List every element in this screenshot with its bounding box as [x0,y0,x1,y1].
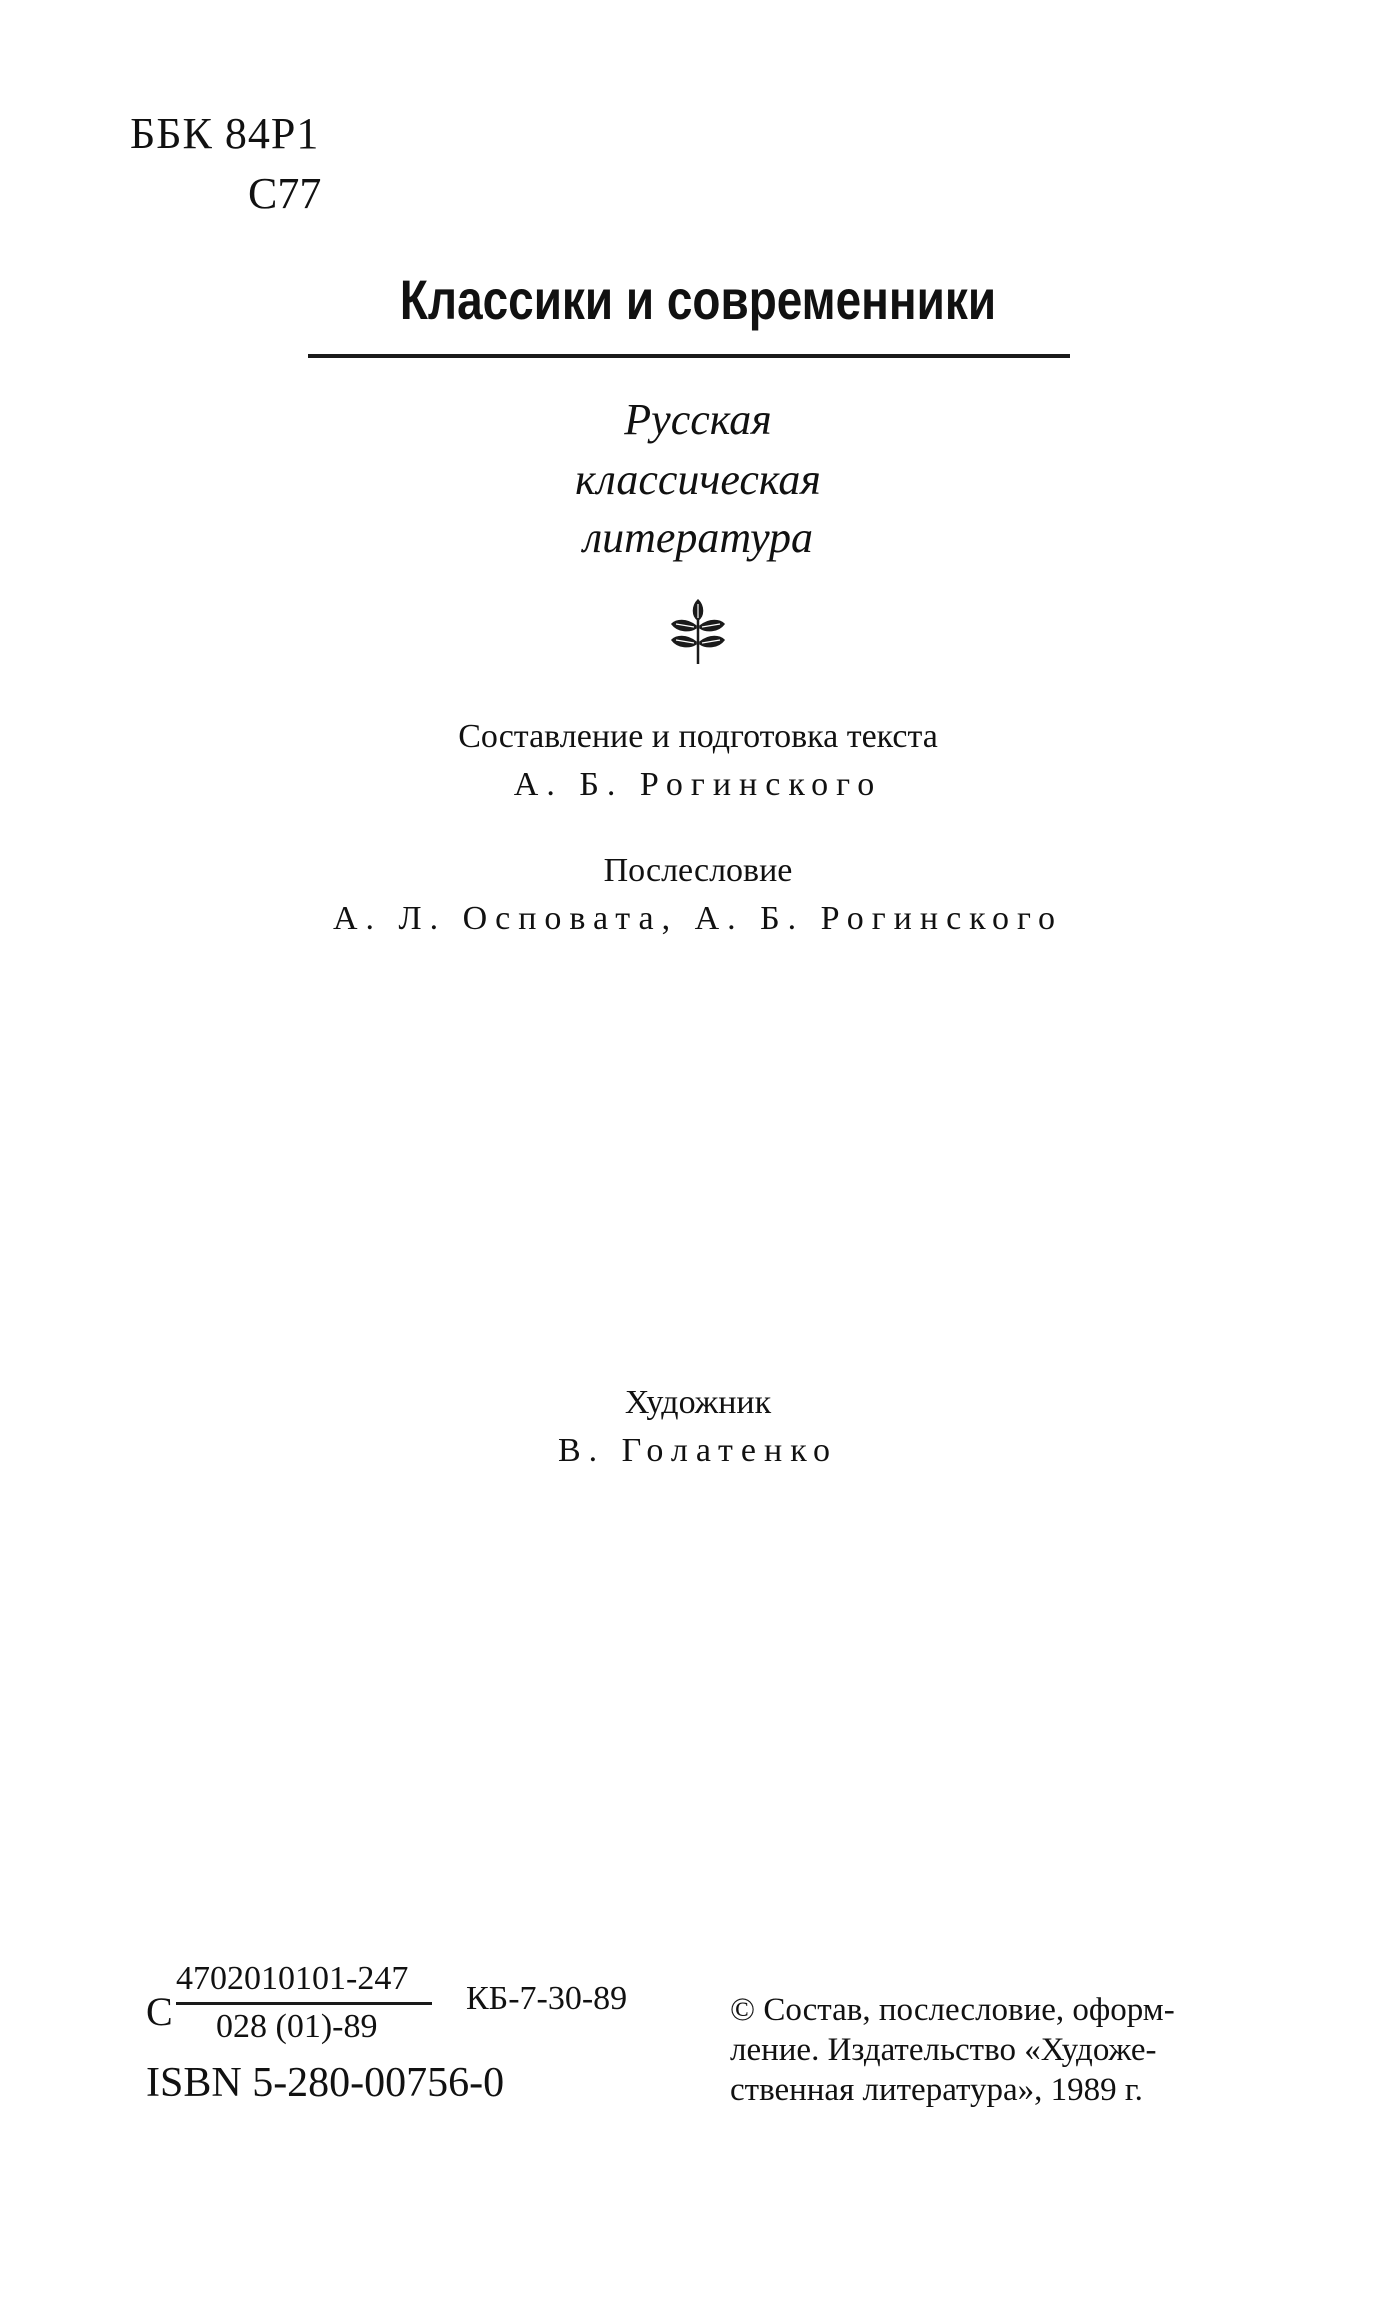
subtitle-line-2: классическая [575,455,821,504]
afterword-label: Послесловие [603,852,793,889]
author-mark: С77 [248,169,322,218]
copyright-line-1: © Состав, послесловие, оформ- [730,1992,1175,2028]
kb-code: КБ-7-30-89 [466,1980,628,2017]
copyright-line-2: ление. Издательство «Художе- [730,2032,1157,2068]
series-title: Классики и современники [399,268,997,331]
leaf-sprig-icon [668,594,728,666]
afterword-names: А. Л. Осповата, А. Б. Рогинского [332,900,1064,937]
compilation-name: А. Б. Рогинского [513,766,883,803]
code-numerator: 4702010101-247 [176,1960,409,1997]
code-fraction-line [176,2002,432,2005]
compilation-label: Составление и подготовка текста [458,718,938,755]
title-rule [308,354,1070,358]
isbn: ISBN 5-280-00756-0 [146,2060,505,2106]
code-denominator: 028 (01)-89 [216,2008,378,2045]
subtitle-line-3: литература [582,513,814,562]
copyright-line-3: ственная литература», 1989 г. [730,2072,1143,2108]
imprint-c-letter: С [146,1989,173,2034]
bbk-code: ББК 84Р1 [130,109,320,158]
artist-name: В. Голатенко [557,1432,838,1469]
copyright-notice [730,1990,1290,2110]
subtitle-line-1: Русская [624,395,772,444]
artist-label: Художник [624,1384,772,1421]
